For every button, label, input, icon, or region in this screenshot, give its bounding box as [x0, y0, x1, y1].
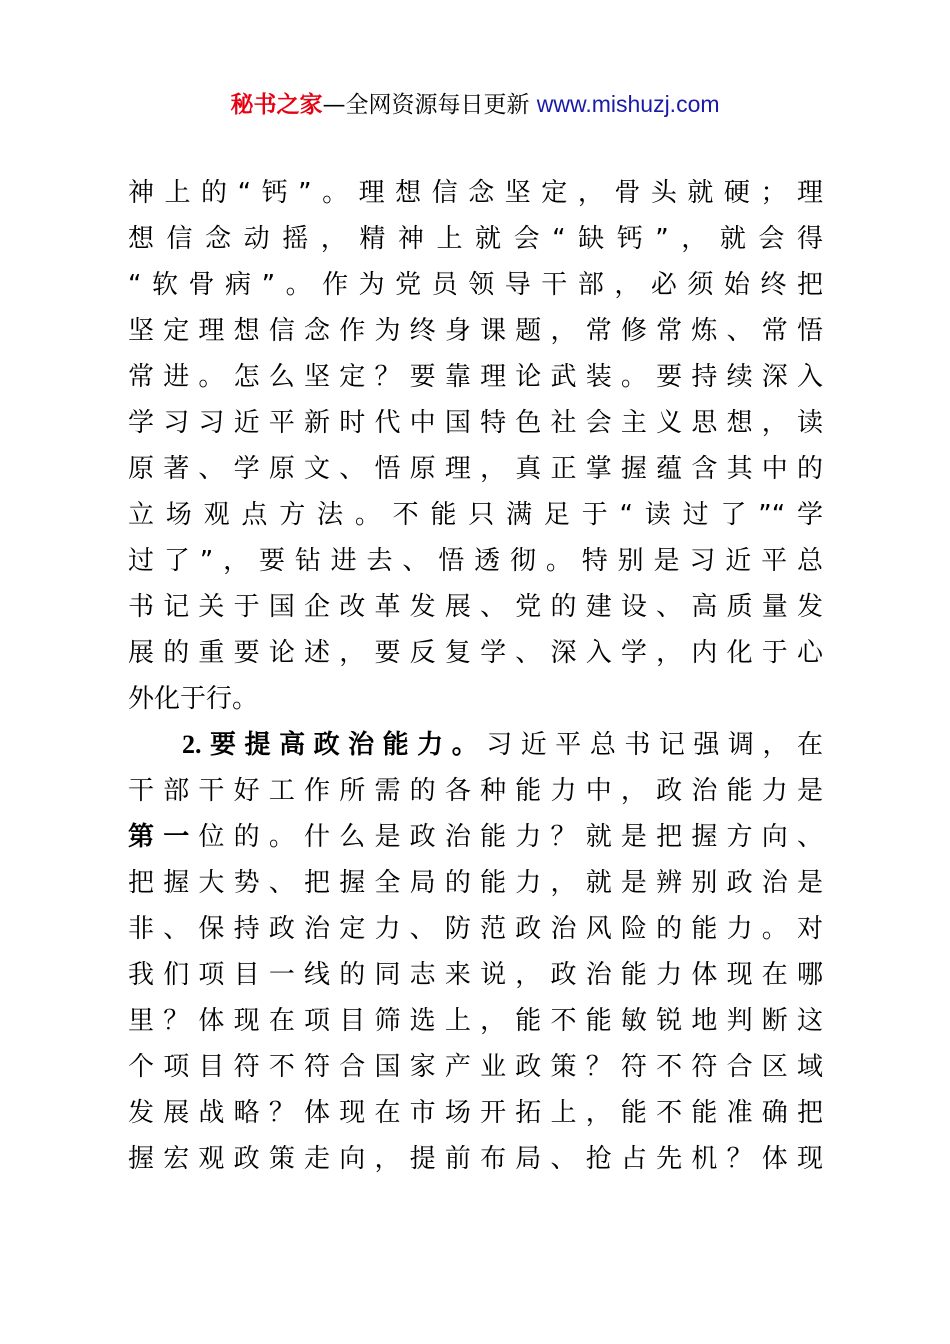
section-heading: 要提高政治能力。 — [201, 730, 487, 760]
text-segment: 习近平总书记强调，在 — [486, 730, 823, 760]
emphasis-text: 第一 — [128, 822, 199, 852]
text-line: 过了”，要钻进去、悟透彻。特别是习近平总 — [128, 546, 823, 576]
text-line: 我们项目一线的同志来说，政治能力体现在哪 — [128, 960, 823, 990]
text-line: 展的重要论述，要反复学、深入学，内化于心 — [128, 638, 823, 668]
text-segment: 位的。什么是政治能力？就是把握方向、 — [198, 822, 823, 852]
text-line: 个项目符不符合国家产业政策？符不符合区域 — [128, 1052, 823, 1082]
text-line: 里？体现在项目筛选上，能不能敏锐地判断这 — [128, 1006, 823, 1036]
text-line: 立场观点方法。不能只满足于“读过了”“学 — [128, 500, 823, 530]
text-line: “软骨病”。作为党员领导干部，必须始终把 — [128, 270, 823, 300]
header-tagline: —全网资源每日更新 — [322, 92, 537, 118]
text-line: 外化于行。 — [128, 684, 259, 714]
text-line: 把握大势、把握全局的能力，就是辨别政治是 — [128, 868, 823, 898]
paragraph-ideals — [128, 170, 823, 722]
text-line: 发展战略？体现在市场开拓上，能不能准确把 — [128, 1098, 823, 1128]
text-line: 学习习近平新时代中国特色社会主义思想，读 — [128, 408, 823, 438]
document-body — [128, 170, 823, 1182]
section-heading-line — [128, 722, 823, 768]
text-line: 神上的“钙”。理想信念坚定，骨头就硬；理 — [128, 178, 823, 208]
brand-name: 秘书之家 — [230, 92, 323, 118]
text-line: 非、保持政治定力、防范政治风险的能力。对 — [128, 914, 823, 944]
text-line: 干部干好工作所需的各种能力中，政治能力是 — [128, 776, 823, 806]
text-line: 坚定理想信念作为终身课题，常修常炼、常悟 — [128, 316, 823, 346]
paragraph-political-ability — [128, 722, 823, 1182]
text-line: 常进。怎么坚定？要靠理论武装。要持续深入 — [128, 362, 823, 392]
site-url-link[interactable]: www.mishuzj.com — [536, 91, 720, 117]
text-line: 想信念动摇，精神上就会“缺钙”，就会得 — [128, 224, 823, 254]
text-line: 握宏观政策走向，提前布局、抢占先机？体现 — [128, 1144, 823, 1174]
text-line: 书记关于国企改革发展、党的建设、高质量发 — [128, 592, 823, 622]
text-line — [128, 814, 823, 860]
page-header — [0, 88, 950, 121]
text-line: 原著、学原文、悟原理，真正掌握蕴含其中的 — [128, 454, 823, 484]
section-number: 2. — [182, 730, 202, 759]
